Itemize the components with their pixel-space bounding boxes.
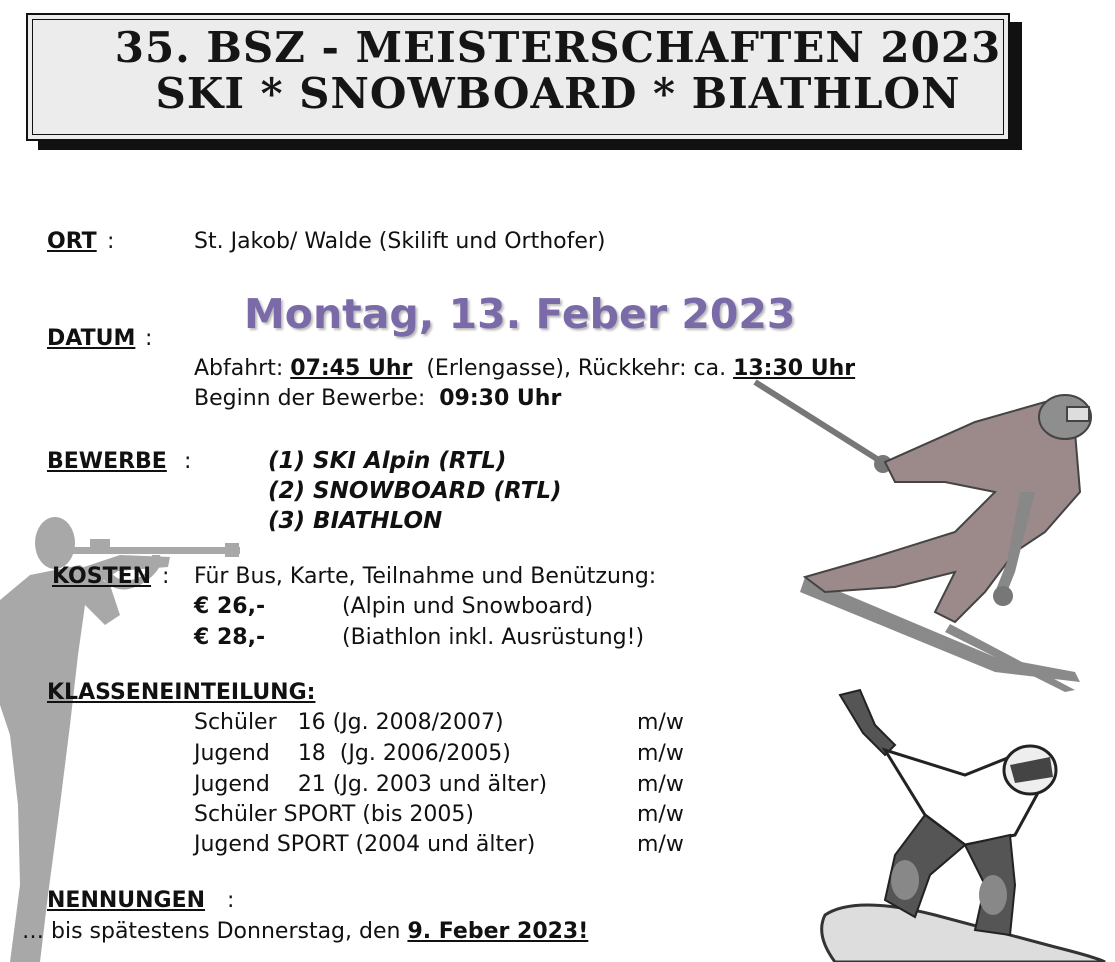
beginn-prefix: Beginn der Bewerbe:: [194, 386, 440, 411]
kosten-colon: :: [162, 564, 170, 589]
kosten-label: KOSTEN: [52, 564, 152, 589]
abfahrt-line: [194, 356, 855, 381]
bewerbe-label: BEWERBE: [47, 449, 167, 474]
bewerb-item: (2) SNOWBOARD (RTL): [268, 478, 562, 504]
title-line-2: SKI * SNOWBOARD * BIATHLON: [155, 69, 961, 118]
kosten-intro: Für Bus, Karte, Teilnahme und Benützung:: [194, 564, 657, 589]
klasse-mw: m/w: [637, 741, 684, 766]
beginn-line: [194, 386, 561, 411]
price-desc: (Biathlon inkl. Ausrüstung!): [342, 625, 645, 650]
nennungen-line: [22, 919, 588, 944]
klassen-label: KLASSENEINTEILUNG:: [47, 680, 316, 705]
alpine-skier-icon: [745, 372, 1115, 702]
title-box: [26, 13, 1010, 141]
ort-label: ORT: [47, 229, 97, 254]
klasse-mw: m/w: [637, 802, 684, 827]
bewerb-item: (1) SKI Alpin (RTL): [268, 448, 507, 474]
ort-value: St. Jakob/ Walde (Skilift und Orthofer): [194, 229, 606, 254]
klasse-name: Schüler SPORT (bis 2005): [194, 802, 474, 827]
abfahrt-time: 07:45 Uhr: [290, 356, 413, 381]
nennungen-prefix: … bis spätestens Donnerstag, den: [22, 919, 408, 944]
datum-label: DATUM: [47, 326, 136, 351]
rueckkehr-time: 13:30 Uhr: [733, 356, 856, 381]
klasse-mw: m/w: [637, 832, 684, 857]
nennungen-label: NENNUNGEN: [47, 888, 206, 913]
klasse-name: Jugend 18 (Jg. 2006/2005): [194, 741, 511, 766]
snowboarder-icon: [815, 685, 1115, 962]
klasse-name: Schüler 16 (Jg. 2008/2007): [194, 710, 504, 735]
nennungen-colon: :: [227, 888, 235, 913]
datum-colon: :: [145, 326, 153, 351]
price-desc: (Alpin und Snowboard): [342, 594, 594, 619]
klasse-name: Jugend SPORT (2004 und älter): [194, 832, 536, 857]
price: € 28,-: [194, 625, 266, 650]
klasse-name: Jugend 21 (Jg. 2003 und älter): [194, 772, 548, 797]
beginn-time: 09:30 Uhr: [439, 386, 562, 411]
ort-colon: :: [107, 229, 115, 254]
abfahrt-mid: (Erlengasse), Rückkehr: ca.: [412, 356, 734, 381]
nennungen-deadline: 9. Feber 2023!: [407, 919, 589, 944]
title-line-1: 35. BSZ - MEISTERSCHAFTEN 2023: [114, 23, 1002, 72]
bewerbe-colon: :: [184, 449, 192, 474]
event-date: Montag, 13. Feber 2023: [244, 290, 796, 338]
klasse-mw: m/w: [637, 710, 684, 735]
abfahrt-prefix: Abfahrt:: [194, 356, 291, 381]
bewerb-item: (3) BIATHLON: [268, 508, 443, 534]
price: € 26,-: [194, 594, 266, 619]
klasse-mw: m/w: [637, 772, 684, 797]
